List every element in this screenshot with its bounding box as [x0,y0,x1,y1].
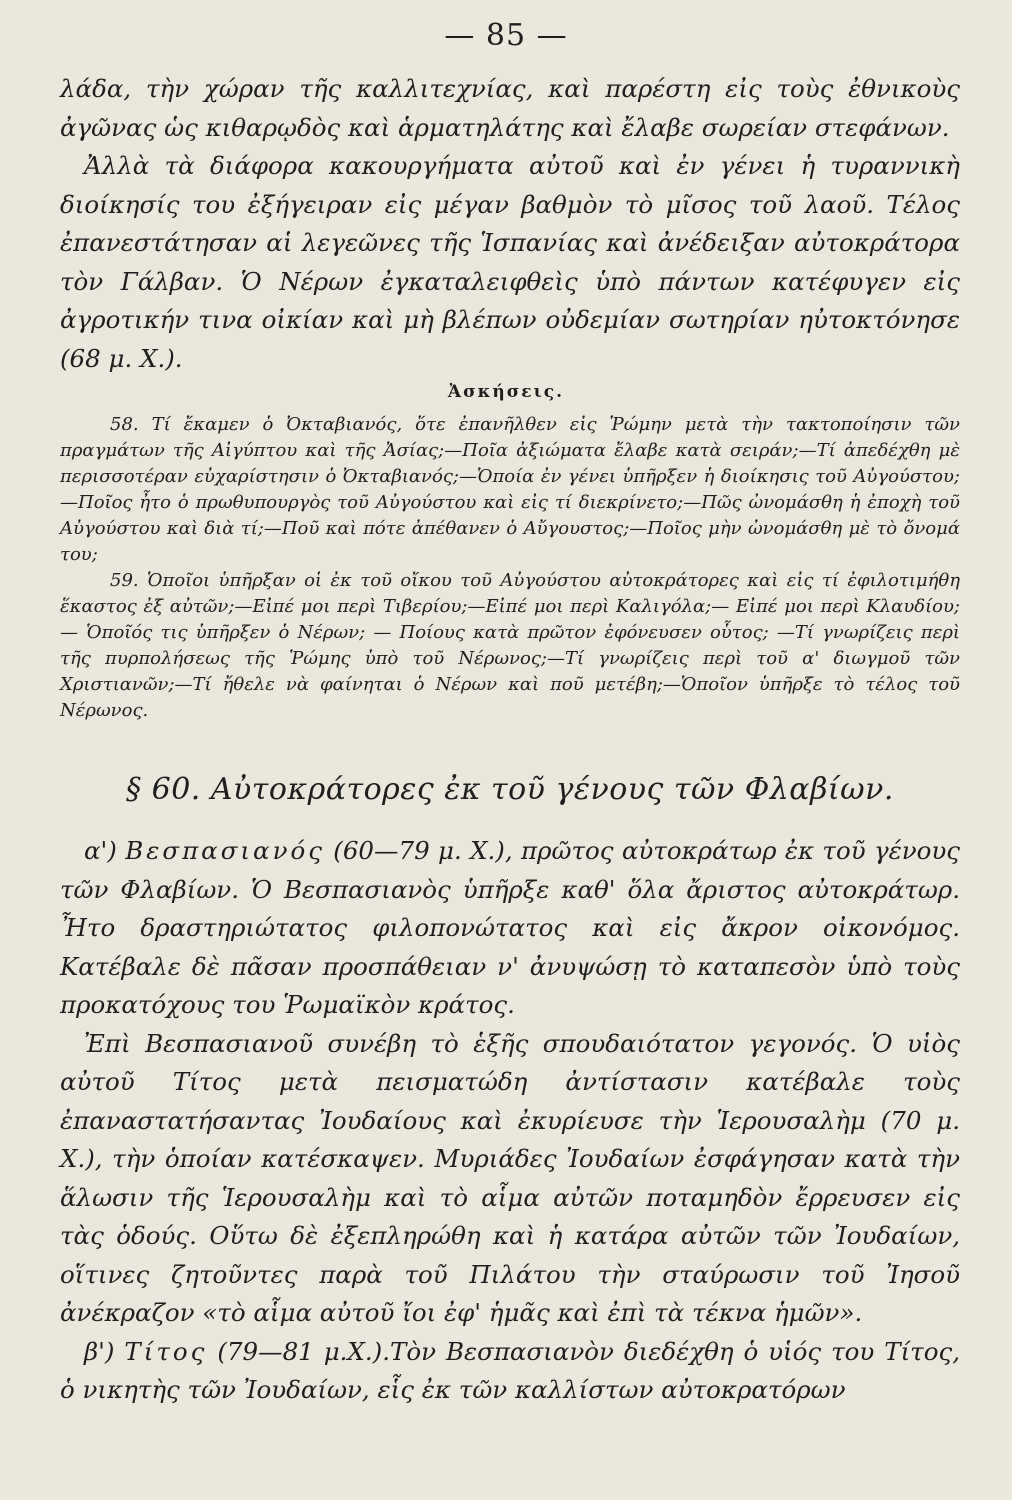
subsection-titus [60,1333,960,1410]
section-body [60,832,960,1410]
top-text-block [60,70,960,378]
section-title: § 60. Αὐτοκράτορες ἐκ τοῦ γένους τῶν Φλαβίων. [126,772,894,807]
exercise-item: 59. Ὁποῖοι ὑπῆρξαν οἱ ἐκ τοῦ οἴκου τοῦ Αὐγούστου αὐτοκράτορες καὶ εἰς τί ἐφιλοτιμήθη ἕκαστος ἐξ αὐτῶν;—Εἰπέ μοι περὶ Τιβερίου;—Εἰπέ μοι περὶ Καλιγόλα;— Εἰπέ μοι περὶ Κλαυδίου; — Ὁποῖός τις ὑπῆρξεν ὁ Νέρων; — Ποίους κατὰ πρῶτον ἐφόνευσεν οὗτος; —Τί γνωρίζεις περὶ τῆς πυρπολήσεως τῆς Ῥώμης ὑπὸ τοῦ Νέρωνος;—Τί γνωρίζεις περὶ τοῦ α' διωγμοῦ τῶν Χριστιανῶν;—Τί ἤθελε νὰ φαίνηται ὁ Νέρων καὶ ποῦ μετέβη;—Ὁποῖον ὑπῆρξε τὸ τέλος τοῦ Νέρωνος. [60,570,960,721]
paragraph-jerusalem: Ἐπὶ Βεσπασιανοῦ συνέβη τὸ ἑξῆς σπουδαιότατον γεγονός. Ὁ υἱὸς αὐτοῦ Τίτος μετὰ πεισματώδη ἀντίστασιν κατέβαλε τοὺς ἐπαναστατήσαντας Ἰουδαίους καὶ ἐκυρίευσε τὴν Ἱερουσαλὴμ (70 μ. Χ.), τὴν ὁποίαν κατέσκαψεν. Μυριάδες Ἰουδαίων ἐσφάγησαν κατὰ τὴν ἅλωσιν τῆς Ἱερουσαλὴμ καὶ τὸ αἷμα αὐτῶν ποταμηδὸν ἔρρευσεν εἰς τὰς ὁδούς. Οὕτω δὲ ἐξεπληρώθη καὶ ἡ κατάρα αὐτῶν τῶν Ἰουδαίων, οἵτινες ζητοῦντες παρὰ τοῦ Πιλάτου τὴν σταύρωσιν τοῦ Ἰησοῦ ἀνέκραζον «τὸ αἷμα αὐτοῦ ἴοι ἐφ' ἡμᾶς καὶ ἐπὶ τὰ τέκνα ἡμῶν». [60,1028,960,1327]
emperor-name: Βεσπασιανός [125,836,325,865]
paragraph-nero-end: Ἀλλὰ τὰ διάφορα κακουργήματα αὐτοῦ καὶ ἐν γένει ἡ τυραννικὴ διοίκησίς του ἐξήγειραν εἰς μέγαν βαθμὸν τὸ μῖσος τοῦ λαοῦ. Τέλος ἐπανεστάτησαν αἱ λεγεῶνες τῆς Ἱσπανίας καὶ ἀνέδειξαν αὐτοκράτορα τὸν Γάλβαν. Ὁ Νέρων ἐγκαταλειφθεὶς ὑπὸ πάντων κατέφυγεν εἰς ἀγροτικήν τινα οἰκίαν καὶ μὴ βλέπων οὐδεμίαν σωτηρίαν ηὐτοκτόνησε (68 μ. Χ.). [60,151,960,373]
exercise-item: 58. Τί ἔκαμεν ὁ Ὀκταβιανός, ὅτε ἐπανῆλθεν εἰς Ῥώμην μετὰ τὴν τακτοποίησιν τῶν πραγμάτων τῆς Αἰγύπτου καὶ τῆς Ἀσίας;—Ποῖα ἀξιώματα ἔλαβε κατὰ σειράν;—Τί ἀπεδέχθη μὲ περισσοτέραν εὐχαρίστησιν ὁ Ὀκταβιανός;—Ὁποία ἐν γένει ὑπῆρξεν ἡ διοίκησις τοῦ Αὐγούστου;—Ποῖος ἦτο ὁ πρωθυπουργὸς τοῦ Αὐγούστου καὶ εἰς τί διεκρίνετο;—Πῶς ὠνομάσθη ἡ ἐποχὴ τοῦ Αὐγούστου καὶ διὰ τί;—Ποῦ καὶ πότε ἀπέθανεν ὁ Αὔγουστος;—Ποῖος μὴν ὠνομάσθη μὲ τὸ ὄνομά του; [60,414,960,565]
subsection-label: α') [84,836,126,865]
exercises-heading: Ἀσκήσεις. [447,382,565,402]
emperor-name: Τίτος [124,1336,208,1366]
page-number: — 85 — [444,18,568,53]
exercises-block [60,412,960,724]
subsection-label: β') [84,1336,125,1366]
subsection-text: (79—81 μ.Χ.).Τὸν Βεσπασιανὸν διεδέχθη ὁ υἱός του Τίτος, ὁ νικητὴς τῶν Ἰουδαίων, εἷς ἐκ τῶν καλλίστων αὐτοκρατόρων [60,1336,961,1404]
subsection-vespasian [60,832,960,1025]
subsection-text: (60—79 μ. Χ.), πρῶτος αὐτοκράτωρ ἐκ τοῦ γένους τῶν Φλαβίων. Ὁ Βεσπασιανὸς ὑπῆρξε καθ' ὅλα ἄριστος αὐτοκράτωρ. Ἦτο δραστηριώτατος φιλοπονώτατος καὶ εἰς ἄκρον οἰκονόμος. Κατέβαλε δὲ πᾶσαν προσπάθειαν ν' ἀνυψώσῃ τὸ καταπεσὸν ὑπὸ τοὺς προκατόχους του Ῥωμαϊκὸν κράτος. [60,836,960,1019]
paragraph-continuation: λάδα, τὴν χώραν τῆς καλλιτεχνίας, καὶ παρέστη εἰς τοὺς ἐθνικοὺς ἀγῶνας ὡς κιθαρῳδὸς καὶ ἁρματηλάτης καὶ ἔλαβε σωρείαν στεφάνων. [60,74,960,142]
